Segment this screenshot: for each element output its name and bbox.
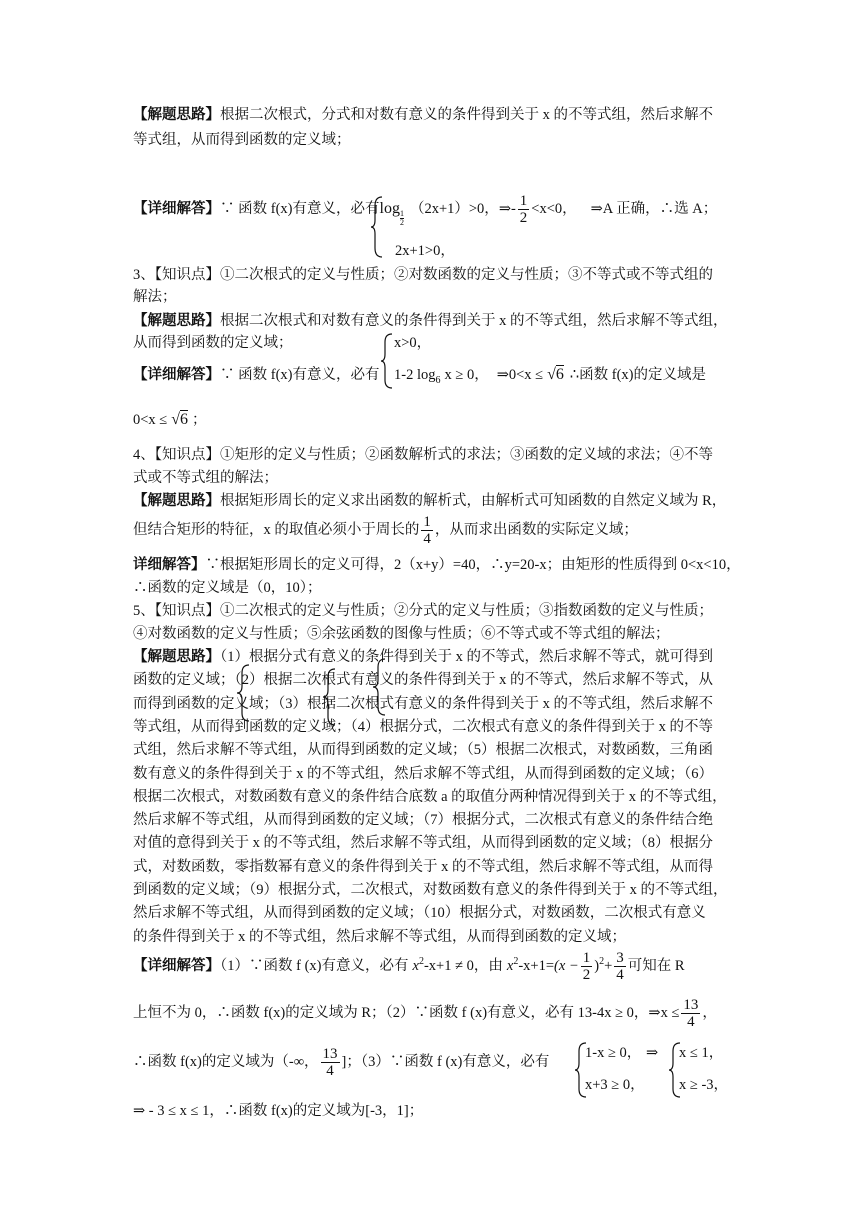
text-span: ]；（3）∵函数 f (x)有意义，必有 [341, 1053, 550, 1070]
system-row: 1-x ≥ 0， [585, 1045, 642, 1061]
math-var: x [506, 957, 514, 974]
text-span: ) [594, 957, 600, 974]
text-line: 4、【知识点】①矩形的定义与性质；②函数解析式的求法；③函数的定义域的求法；④不等 [133, 447, 713, 463]
numerator: 3 [616, 950, 624, 966]
log-base-num: 1 [399, 208, 404, 218]
text-span: 然后求解不等式组，从而得到函数的定义域；（10）根据分式，对数函数，二次根式有意义 [133, 905, 706, 922]
system-row: x+3 ≥ 0， [585, 1077, 645, 1093]
text-span: <x<0， [531, 200, 577, 217]
fraction [321, 1046, 340, 1079]
text-span: + [604, 957, 613, 974]
text-span: 根据二次根式，分式和对数有意义的条件得到关于 x 的不等式组，然后求解不 [220, 107, 713, 123]
system-row: x ≤ 1， [679, 1045, 724, 1061]
brace-icon [372, 658, 388, 716]
sqrt-radicand: 6 [180, 411, 189, 428]
text-line: 3、【知识点】①二次根式的定义与性质；②对数函数的定义与性质；③不等式或不等式组的 [133, 267, 713, 283]
text-span: ∵ 函数 f(x)有意义，必有 [220, 367, 380, 383]
text-span: （1）根据分式有意义的条件得到关于 x 的不等式，然后求解不等式，就可得到 [220, 649, 713, 665]
text-span: 式，对数函数，零指数幂有意义的条件得到关于 x 的不等式组，然后求解不等式组，从而得 [133, 858, 713, 875]
text-line [133, 717, 713, 737]
system-row: 2x+1>0， [395, 243, 455, 259]
text-span: 然后求解不等式组，从而得到函数的定义域；（7）根据分式，二次根式有意义的条件结合绝 [133, 812, 713, 829]
text-span: 但结合矩形的特征，x 的取值必须小于周长的 [133, 521, 420, 538]
system-row: x>0， [394, 335, 432, 351]
section-tag: 【解题思路】 [133, 649, 220, 665]
text-span: 可知在 R [627, 957, 685, 974]
text-line: ∴函数的定义域是（0，10）； [133, 580, 322, 596]
log-base-den: 2 [399, 217, 404, 227]
text-span: （2x+1）>0， [409, 200, 499, 217]
text-line: 等式组，从而得到函数的定义域； [133, 132, 351, 148]
sqrt: √6 [543, 366, 564, 383]
fraction [614, 950, 626, 983]
text-span: （1）∵函数 f (x)有意义，必有 [220, 957, 409, 974]
text-line [133, 833, 713, 853]
text-line [133, 410, 207, 430]
text-span: 函数的定义域；（2）根据二次根式有意义的条件得到关于 x 的不等式，然后求解不等式，从 [133, 672, 713, 689]
superscript: 2 [599, 955, 605, 967]
text-span: 1-2 log [394, 367, 436, 383]
text-line [133, 810, 713, 830]
math-var: x [412, 957, 419, 974]
text-line [133, 491, 726, 511]
math-expr: (x − [554, 957, 579, 974]
text-line [133, 555, 741, 575]
text-line [133, 903, 706, 923]
brace-icon [236, 664, 252, 722]
text-span: ； [192, 412, 207, 428]
text-line: 5、【知识点】①二次根式的定义与性质；②分式的定义与性质；③指数函数的定义与性质； [133, 603, 713, 619]
section-tag: 详细解答】 [133, 557, 206, 573]
text-line: 式或不等式组的解法； [133, 470, 278, 486]
numerator: 1 [582, 950, 591, 966]
sqrt: √6 [167, 411, 189, 428]
numerator: 1 [423, 514, 431, 530]
text-line: 解法； [133, 289, 177, 305]
text-line [133, 514, 638, 547]
text-span: 根据矩形周长的定义求出函数的解析式，由解析式可知函数的自然定义域为 R， [220, 493, 727, 509]
text-span: ∴函数 f(x)的定义域为（-∞， [133, 1053, 319, 1070]
system-row: x ≥ -3， [679, 1077, 729, 1093]
text-line [133, 670, 713, 690]
text-span: 等式组，从而得到函数的定义域；（4）根据分式，二次根式有意义的条件得到关于 x 的不等 [133, 718, 713, 735]
text-span: ∵根据矩形周长的定义可得，2（x+y）=40，∴y=20-x；由矩形的性质得到 0<x<10， [205, 557, 741, 573]
text-line [133, 787, 727, 807]
fraction [581, 950, 593, 983]
text-line [133, 764, 713, 784]
fraction [421, 514, 433, 547]
text-line [133, 740, 713, 760]
text-span: ∴函数 f(x)的定义域是 [569, 367, 706, 383]
text-line [133, 193, 717, 227]
text-span: 到函数的定义域；（9）根据分式，二次根式，对数函数有意义的条件得到关于 x 的不等式组， [133, 882, 728, 898]
section-tag: 【解题思路】 [133, 313, 220, 329]
text-span: 根据二次根式和对数有意义的条件得到关于 x 的不等式组，然后求解不等式组， [220, 313, 728, 329]
fraction [518, 193, 530, 226]
text-span: 对值的意得到关于 x 的不等式组，然后求解不等式组，从而得到函数的定义域；（8）根据分 [133, 835, 713, 852]
section-tag: 【详细解答】 [133, 957, 220, 974]
text-line [133, 1046, 549, 1079]
text-line [133, 694, 713, 714]
denominator: 4 [423, 531, 431, 547]
text-line [133, 997, 717, 1030]
brace-icon [370, 196, 384, 258]
numerator: 1 [519, 193, 528, 209]
denominator: 2 [519, 210, 528, 226]
text-line: ④对数函数的定义与性质；⑤余弦函数的图像与性质；⑥不等式或不等式组的解法； [133, 626, 670, 642]
text-line [133, 927, 626, 947]
section-tag: 【详细解答】 [133, 367, 220, 383]
text-line [133, 647, 713, 667]
text-span: 上恒不为 0，∴函数 f(x)的定义域为 R；（2）∵函数 f (x)有意义，必有 13-4x ≥ 0，⇒x ≤ [133, 1004, 680, 1021]
sqrt-radicand: 6 [555, 366, 564, 383]
denominator: 4 [326, 1063, 334, 1079]
brace-icon [322, 668, 338, 726]
text-span: ⇒- [498, 200, 516, 217]
denominator: 4 [687, 1014, 695, 1030]
text-line [133, 950, 685, 983]
denominator: 4 [616, 967, 624, 983]
superscript: 2 [418, 955, 424, 967]
text-span: 式组，然后求解不等式组，从而得到函数的定义域；（5）根据二次根式，对数函数，三角函 [133, 742, 713, 759]
text-line: ⇒ - 3 ≤ x ≤ 1，∴函数 f(x)的定义域为[-3，1]； [133, 1103, 424, 1119]
text-span: -x+1 ≠ 0，由 [423, 957, 503, 974]
denominator: 2 [582, 967, 591, 983]
text-span: x ≥ 0， [444, 367, 489, 383]
text-span: ⇒0<x ≤ [496, 367, 544, 383]
subscript: 6 [435, 375, 441, 386]
text-span: 根据二次根式，对数函数有意义的条件结合底数 a 的取值分两种情况得到关于 x 的不等式组， [133, 788, 727, 805]
fraction [681, 997, 700, 1030]
text-span: 而得到函数的定义域；（3）根据二次根式有意义的条件得到关于 x 的不等式组，然后求解不 [133, 695, 713, 712]
brace-icon [380, 333, 394, 389]
text-span: 的条件得到关于 x 的不等式组，然后求解不等式组，从而得到函数的定义域； [133, 928, 626, 945]
section-tag: 【详细解答】 [133, 200, 220, 217]
text-span: ∵ 函数 f(x)有意义，必有 [220, 200, 380, 217]
text-span: ， [702, 1004, 717, 1021]
text-span: -x+1= [518, 957, 555, 974]
numerator: 13 [683, 997, 699, 1013]
text-span: ，从而求出函数的实际定义域； [434, 521, 638, 538]
text-span: 数有意义的条件得到关于 x 的不等式组，然后求解不等式组，从而得到函数的定义域；（6） [133, 765, 713, 782]
text-line [133, 311, 728, 331]
numerator: 13 [322, 1046, 338, 1062]
text-line [133, 880, 728, 900]
superscript: 2 [513, 955, 519, 967]
text-span: ⇒A 正确，∴选 A； [590, 200, 718, 217]
text-line [133, 105, 713, 125]
log-text: log [379, 199, 400, 217]
implies-arrow: ⇒ [646, 1045, 659, 1061]
text-line: 从而得到函数的定义域； [133, 335, 293, 351]
section-tag: 【解题思路】 [133, 493, 220, 509]
text-line [133, 857, 713, 877]
text-span: 0<x ≤ [133, 412, 168, 428]
section-tag: 【解题思路】 [133, 107, 220, 123]
text-line [133, 365, 380, 385]
system-row [394, 365, 706, 391]
